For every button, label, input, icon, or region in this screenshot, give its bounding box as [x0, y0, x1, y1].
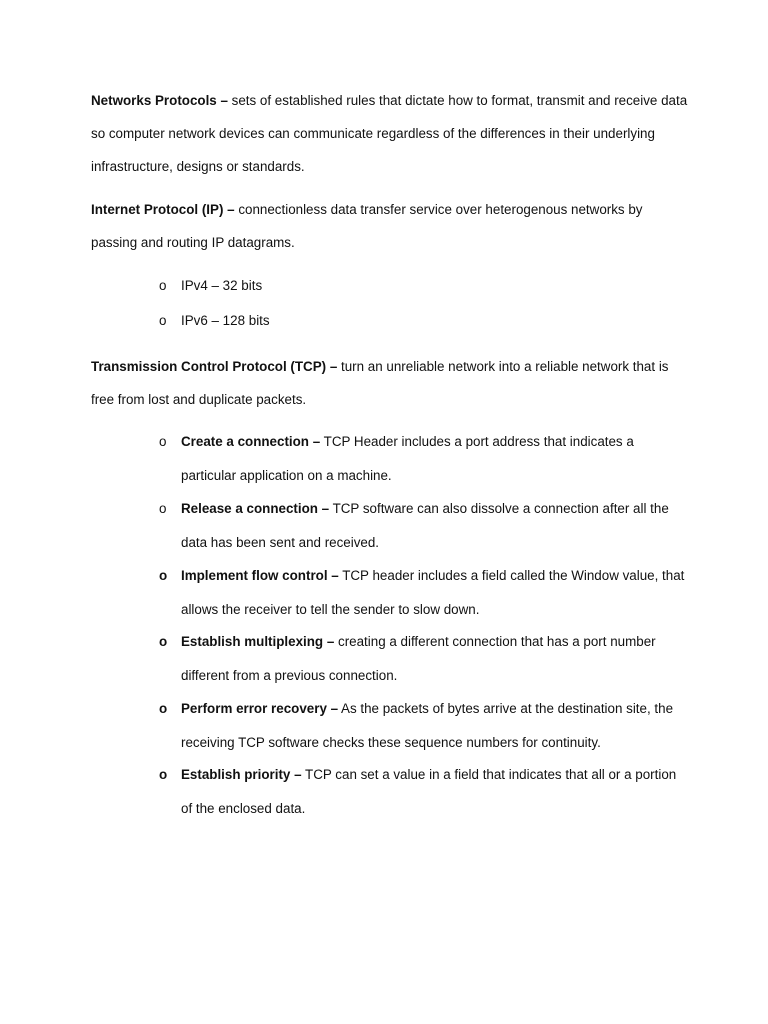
ipv6-item: IPv6 – 128 bits — [181, 313, 270, 328]
create-connection-term: Create a connection – — [181, 434, 321, 449]
ipv4-item: IPv4 – 32 bits — [181, 278, 263, 293]
bullet-marker: o — [159, 767, 168, 782]
networks-protocols-definition: sets of established rules that dictate how to format, transmit and receive data so computer network devices can communicate regardless of the differences in their underlying infrastructure, designs or standards. — [91, 93, 688, 174]
tcp-paragraph — [91, 350, 691, 416]
bullet-marker: o — [159, 434, 167, 449]
bullet-marker: o — [159, 701, 168, 716]
bullet-marker: o — [159, 568, 168, 583]
networks-protocols-paragraph — [91, 84, 691, 183]
priority-text: TCP can set a value in a field that indicates that all or a portion of the enclosed data. — [181, 767, 677, 816]
create-connection-text: TCP Header includes a port address that indicates a particular application on a machine. — [181, 434, 634, 483]
flow-control-term: Implement flow control – — [181, 568, 339, 583]
tcp-term: Transmission Control Protocol (TCP) – — [91, 359, 338, 374]
error-recovery-term: Perform error recovery – — [181, 701, 339, 716]
flow-control-text: TCP header includes a field called the Window value, that allows the receiver to tell the sender to slow down. — [181, 568, 685, 617]
internet-protocol-definition: connectionless data transfer service over heterogenous networks by passing and routing IP datagrams. — [91, 202, 643, 250]
multiplexing-term: Establish multiplexing – — [181, 634, 335, 649]
priority-term: Establish priority – — [181, 767, 302, 782]
internet-protocol-paragraph — [91, 193, 691, 259]
internet-protocol-term: Internet Protocol (IP) – — [91, 202, 235, 217]
priority-item — [181, 758, 686, 825]
bullet-marker: o — [159, 501, 167, 516]
bullet-marker: o — [159, 278, 167, 293]
bullet-marker: o — [159, 313, 167, 328]
bullet-marker: o — [159, 634, 168, 649]
networks-protocols-term: Networks Protocols – — [91, 93, 228, 108]
multiplexing-item — [181, 625, 686, 692]
error-recovery-item — [181, 692, 686, 759]
tcp-definition: turn an unreliable network into a reliable network that is free from lost and duplicate packets. — [91, 359, 669, 407]
create-connection-item — [181, 425, 686, 492]
release-connection-term: Release a connection – — [181, 501, 330, 516]
error-recovery-text: As the packets of bytes arrive at the destination site, the receiving TCP software checks these sequence numbers for continuity. — [181, 701, 674, 750]
multiplexing-text: creating a different connection that has a port number different from a previous connection. — [181, 634, 656, 683]
flow-control-item — [181, 559, 686, 626]
release-connection-text: TCP software can also dissolve a connection after all the data has been sent and received. — [181, 501, 669, 550]
release-connection-item — [181, 492, 686, 559]
